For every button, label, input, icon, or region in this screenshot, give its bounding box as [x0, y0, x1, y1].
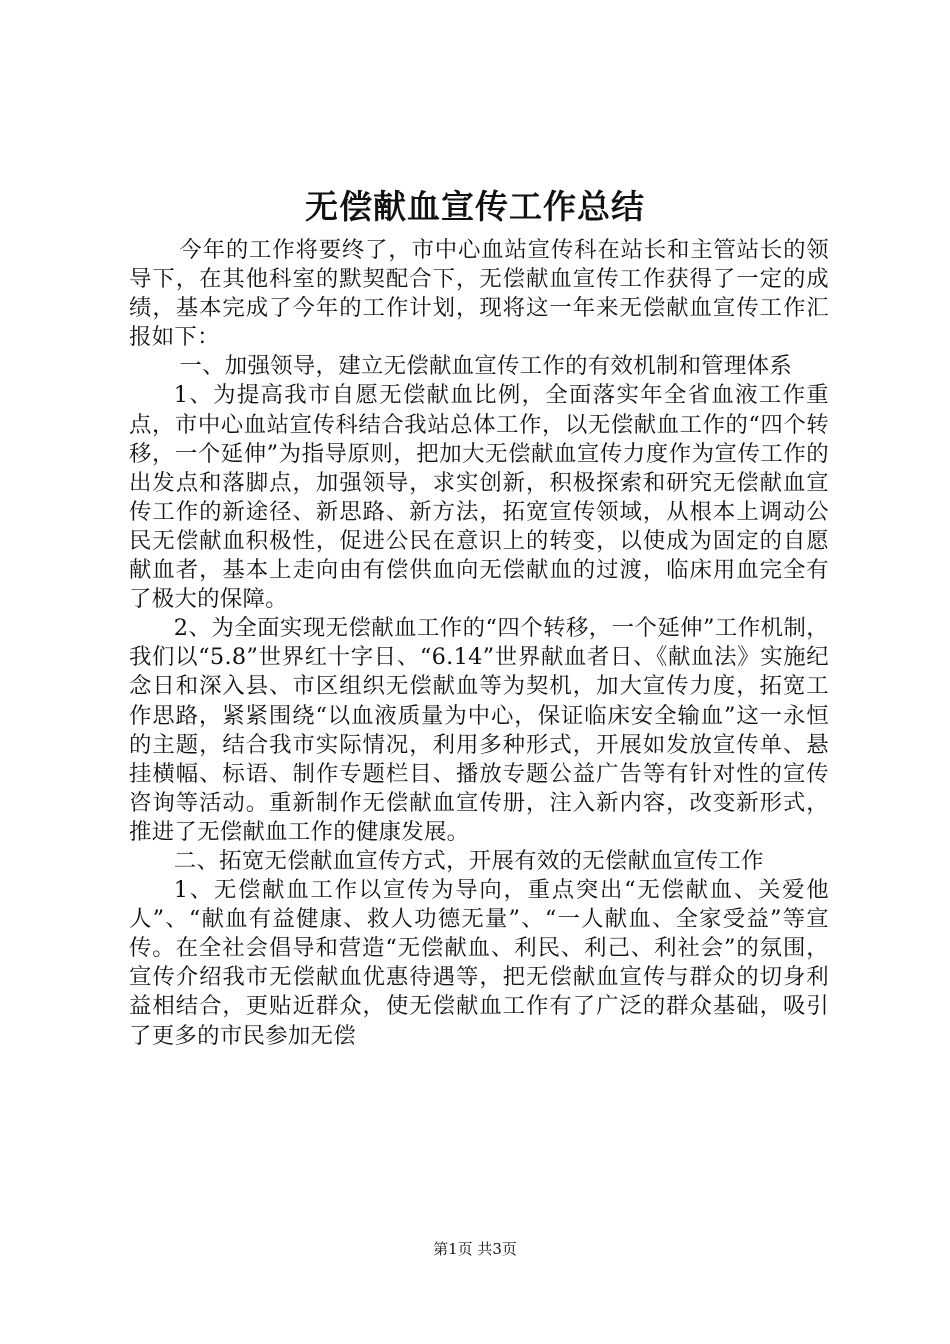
paragraph-item-2-1: 1、无偿献血工作以宣传为导向，重点突出“无偿献血、关爱他人”、“献血有益健康、救人功德无量”、“一人献血、全家受益”等宣传。在全社会倡导和营造“无偿献血、利民、利己、利社会”的氛围，宣传介绍我市无偿献血优惠待遇等，把无偿献血宣传与群众的切身利益相结合，更贴近群众，使无偿献血工作有了广泛的群众基础，吸引了更多的市民参加无偿 — [129, 877, 829, 1049]
paragraph-item-1-2: 2、为全面实现无偿献血工作的“四个转移，一个延伸”工作机制，我们以“5.8”世界红十字日、“6.14”世界献血者日、《献血法》实施纪念日和深入县、市区组织无偿献血等为契机，加大宣传力度，拓宽工作思路，紧紧围绕“以血液质量为中心，保证临床安全输血”这一永恒的主题，结合我市实际情况，利用多种形式，开展如发放宣传单、悬挂横幅、标语、制作专题栏目、播放专题公益广告等有针对性的宣传咨询等活动。重新制作无偿献血宣传册，注入新内容，改变新形式，推进了无偿献血工作的健康发展。 — [129, 615, 829, 845]
section-heading-2: 二、拓宽无偿献血宣传方式，开展有效的无偿献血宣传工作 — [173, 847, 764, 874]
section-heading-1: 一、加强领导，建立无偿献血宣传工作的有效机制和管理体系 — [179, 353, 793, 380]
page-number-footer: 第1页 共3页 — [433, 1240, 517, 1258]
document-body — [129, 236, 829, 1051]
document-title: 无偿献血宣传工作总结 — [305, 187, 645, 226]
paragraph-intro: 今年的工作将要终了，市中心血站宣传科在站长和主管站长的领导下，在其他科室的默契配合下，无偿献血宣传工作获得了一定的成绩，基本完成了今年的工作计划，现将这一年来无偿献血宣传工作汇报如下： — [129, 237, 829, 351]
paragraph-item-1-1: 1、为提高我市自愿无偿献血比例，全面落实年全省血液工作重点，市中心血站宣传科结合我站总体工作，以无偿献血工作的“四个转移，一个延伸”为指导原则，把加大无偿献血宣传力度作为宣传工作的出发点和落脚点，加强领导，求实创新，积极探索和研究无偿献血宣传工作的新途径、新思路、新方法，拓宽宣传领域，从根本上调动公民无偿献血积极性，促进公民在意识上的转变，以使成为固定的自愿献血者，基本上走向由有偿供血向无偿献血的过渡，临床用血完全有了极大的保障。 — [129, 382, 829, 613]
